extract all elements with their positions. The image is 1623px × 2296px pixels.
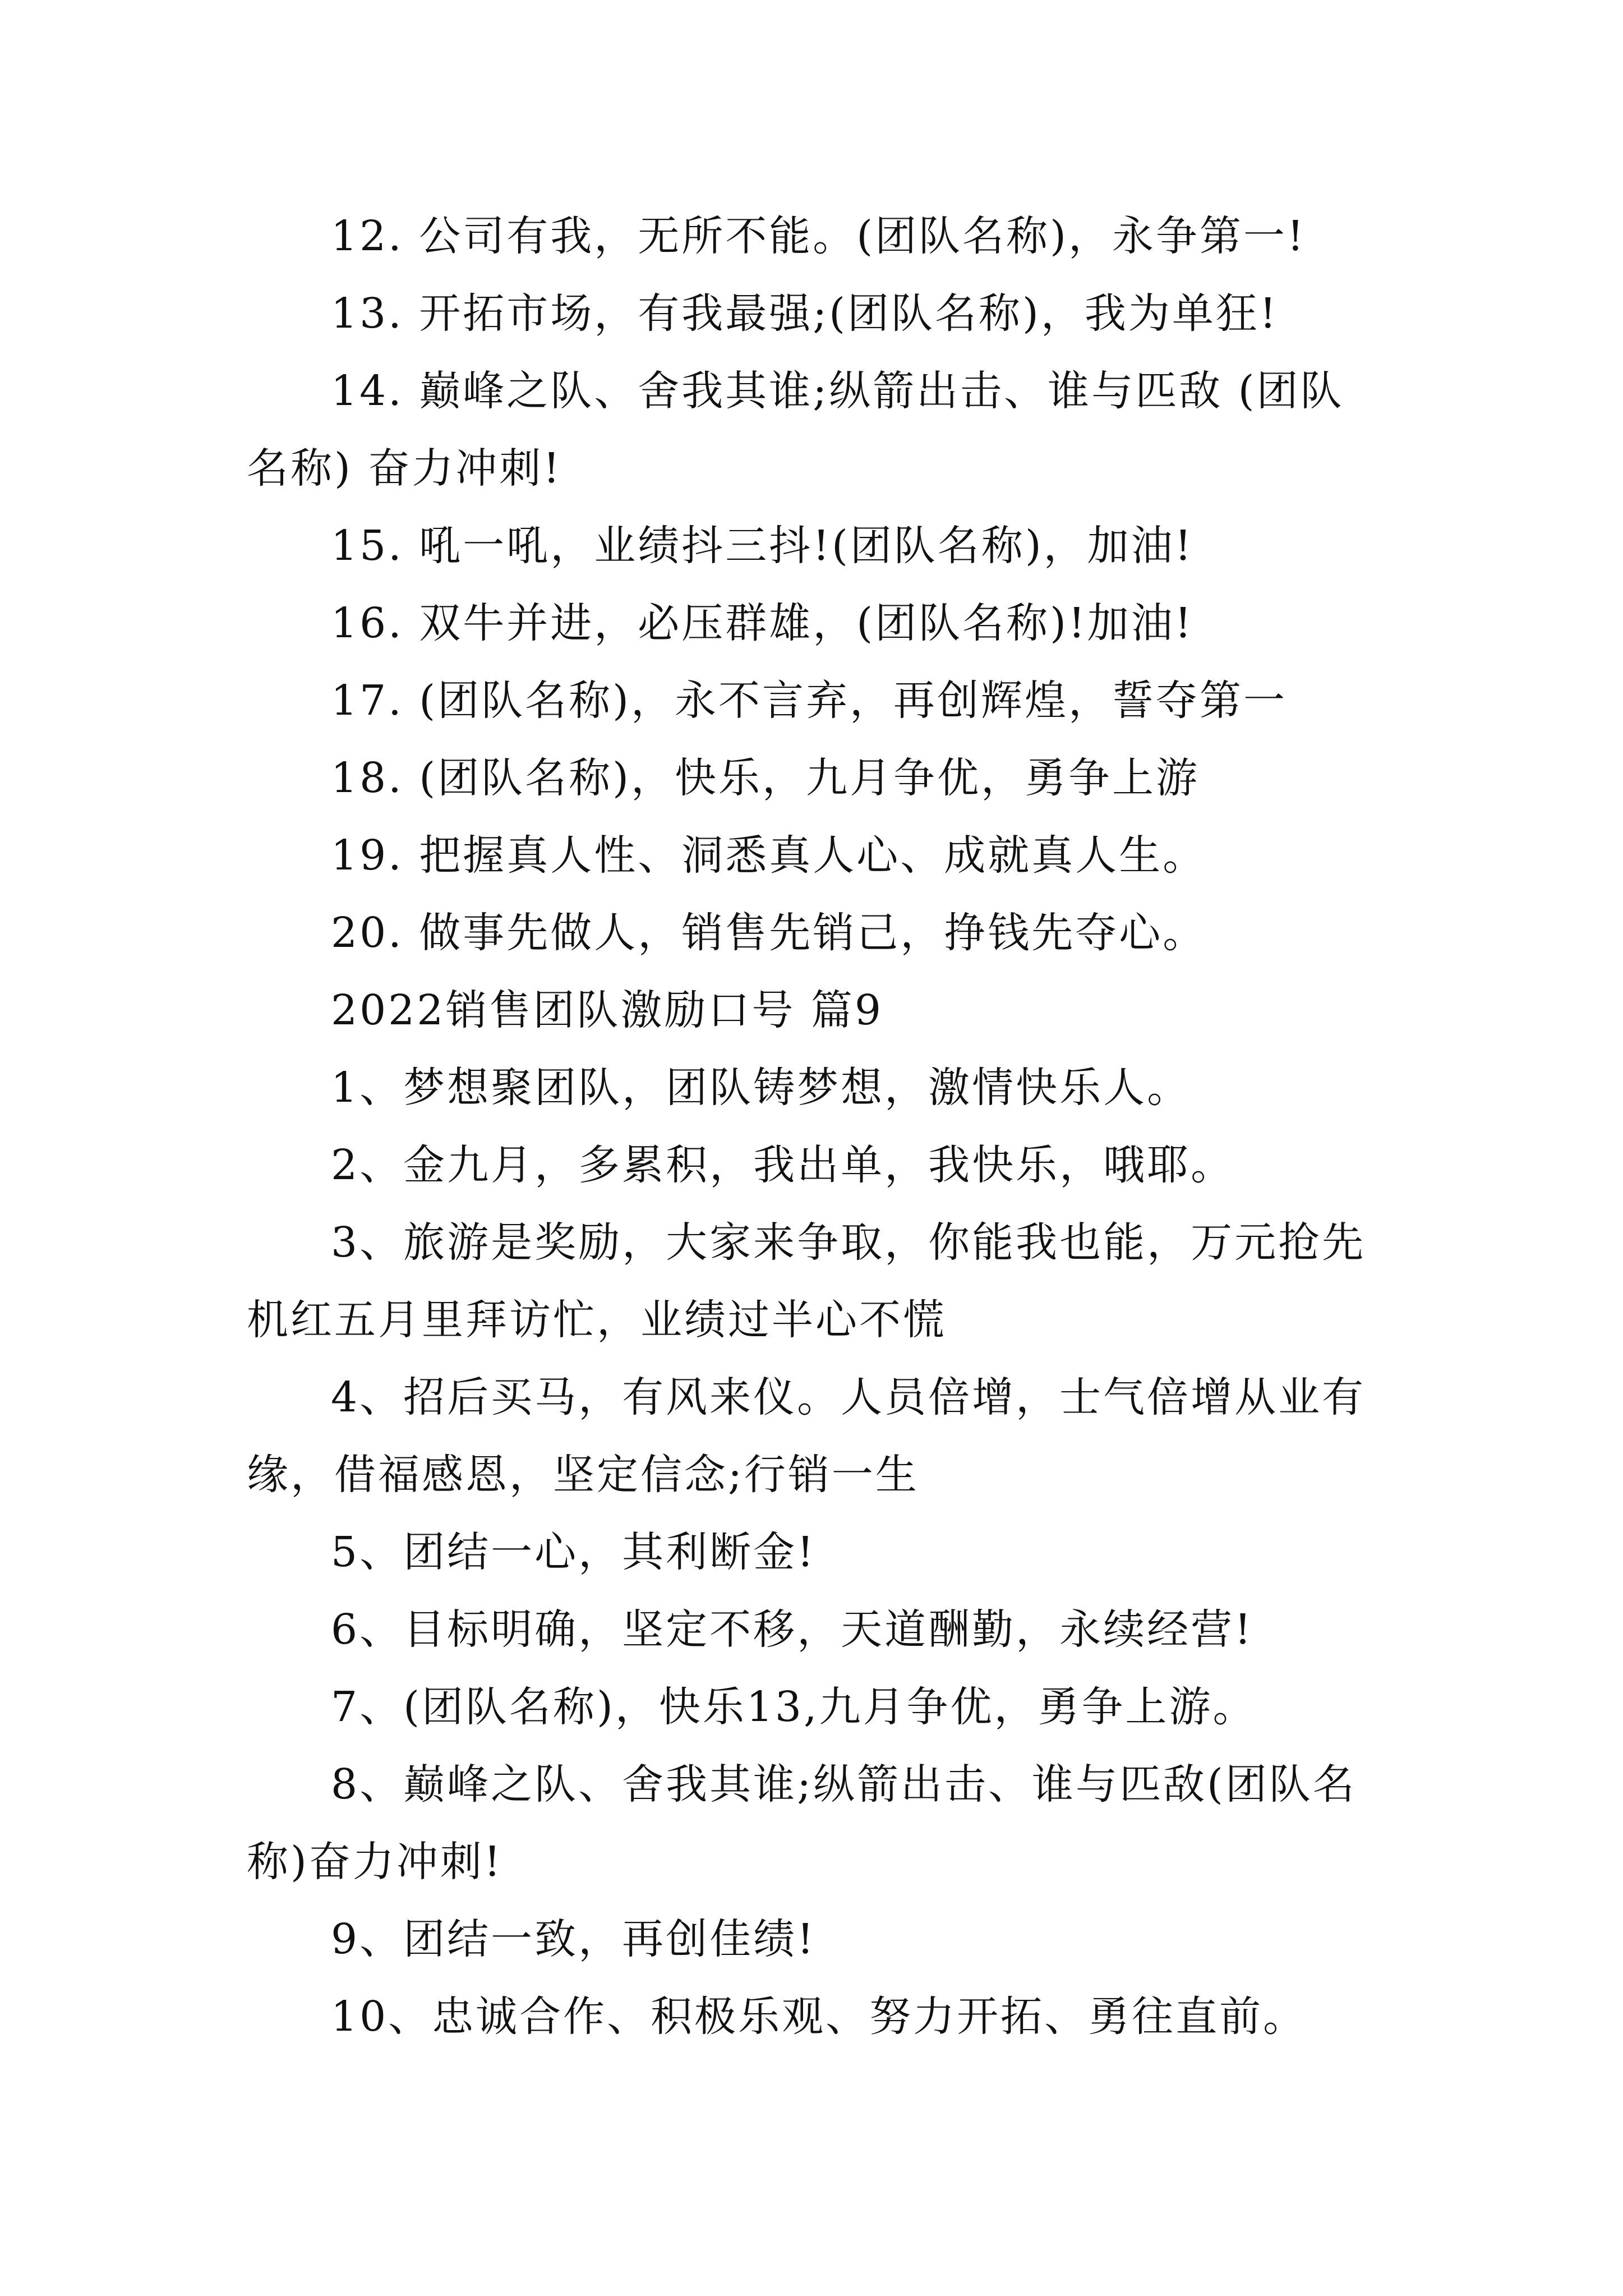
paragraph-slogan-9: 9、团结一致，再创佳绩! (331, 1915, 816, 1963)
paragraph-slogan-14: 14. 巅峰之队、舍我其谁;纵箭出击、谁与匹敌 (团队名称) 奋力冲刺! (247, 367, 1344, 493)
paragraph-slogan-15: 15. 吼一吼，业绩抖三抖!(团队名称)，加油! (331, 522, 1194, 570)
document-body (247, 197, 1385, 2055)
paragraph-slogan-12: 12. 公司有我，无所不能。(团队名称)，永争第一! (331, 212, 1306, 260)
paragraph-slogan-7: 7、(团队名称)，快乐13,九月争优，勇争上游。 (331, 1683, 1257, 1731)
section-heading: 2022销售团队激励口号 篇9 (331, 986, 883, 1034)
paragraph-slogan-1: 1、梦想聚团队，团队铸梦想，激情快乐人。 (331, 1064, 1191, 1112)
paragraph-slogan-5: 5、团结一心，其利断金! (331, 1528, 816, 1576)
paragraph-slogan-17: 17. (团队名称)，永不言弃，再创辉煌，誓夺第一 (331, 677, 1287, 725)
paragraph-slogan-16: 16. 双牛并进，必压群雄，(团队名称)!加油! (331, 599, 1194, 647)
paragraph-slogan-8: 8、巅峰之队、舍我其谁;纵箭出击、谁与匹敌(团队名称)奋力冲刺! (247, 1760, 1357, 1886)
paragraph-slogan-6: 6、目标明确，坚定不移，天道酬勤，永续经营! (331, 1605, 1253, 1654)
paragraph-slogan-19: 19. 把握真人性、洞悉真人心、成就真人生。 (331, 831, 1207, 880)
paragraph-slogan-10: 10、忠诚合作、积极乐观、努力开拓、勇往直前。 (331, 1993, 1307, 2041)
paragraph-slogan-3: 3、旅游是奖励，大家来争取，你能我也能，万元抢先机红五月里拜访忙，业绩过半心不慌 (247, 1218, 1366, 1344)
paragraph-slogan-20: 20. 做事先做人，销售先销己，挣钱先夺心。 (331, 909, 1207, 957)
paragraph-slogan-2: 2、金九月，多累积，我出单，我快乐，哦耶。 (331, 1141, 1235, 1189)
paragraph-slogan-18: 18. (团队名称)，快乐，九月争优，勇争上游 (331, 754, 1200, 802)
paragraph-slogan-13: 13. 开拓市场，有我最强;(团队名称)，我为单狂! (331, 289, 1279, 338)
paragraph-slogan-4: 4、招后买马，有风来仪。人员倍增，士气倍增从业有缘，借福感恩，坚定信念;行销一生 (247, 1373, 1366, 1499)
